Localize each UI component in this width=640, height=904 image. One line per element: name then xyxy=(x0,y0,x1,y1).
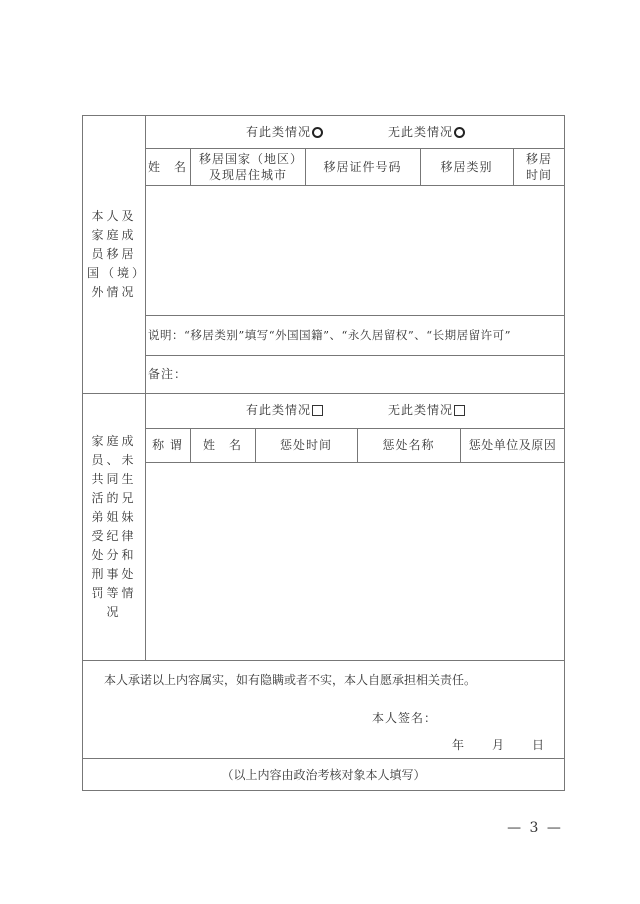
signature-input[interactable] xyxy=(435,708,555,728)
header-relation: 称 谓 xyxy=(152,438,183,452)
no-case-label: 无此类情况 xyxy=(388,125,454,139)
checkbox-icon[interactable] xyxy=(454,405,465,416)
header-punish-unit: 惩处单位及原因 xyxy=(468,438,557,452)
header-punish-time: 惩处时间 xyxy=(279,438,332,452)
header-name: 姓 名 xyxy=(202,438,242,452)
header-time: 移居时间 xyxy=(525,151,552,182)
header-id-number: 移居证件号码 xyxy=(323,159,402,174)
header-name: 姓 名 xyxy=(147,159,187,174)
date-month: 月 xyxy=(492,738,506,752)
pledge-text: 本人承诺以上内容属实，如有隐瞒或者不实，本人自愿承担相关责任。 xyxy=(104,673,477,687)
remark-label: 备注： xyxy=(148,367,188,381)
section1-note: 说明：“移居类别”填写“外国国籍”、“永久居留权”、“长期居留许可” xyxy=(148,328,512,342)
page-number: — 3 — xyxy=(507,820,563,836)
no-case-label: 无此类情况 xyxy=(388,403,454,417)
has-case-option-2[interactable] xyxy=(246,398,323,422)
no-case-option-1[interactable] xyxy=(388,120,465,144)
footer-note: （以上内容由政治考核对象本人填写） xyxy=(221,767,426,782)
date-day: 日 xyxy=(532,738,546,752)
header-type: 移居类别 xyxy=(440,159,493,174)
section2-label: 家庭成员、未共同生活的兄弟姐妹受纪律处分和刑事处罚等情况 xyxy=(91,433,137,619)
has-case-label: 有此类情况 xyxy=(246,125,312,139)
header-country: 移居国家（地区）及现居住城市 xyxy=(198,151,297,182)
signature-label: 本人签名： xyxy=(372,711,438,725)
header-punish-name: 惩处名称 xyxy=(382,438,435,452)
section1-label: 本人及家庭成员移居国（境）外情况 xyxy=(86,208,141,299)
has-case-label: 有此类情况 xyxy=(246,403,312,417)
date-year: 年 xyxy=(452,738,466,752)
radio-icon[interactable] xyxy=(454,127,465,138)
checkbox-icon[interactable] xyxy=(312,405,323,416)
remark-input[interactable] xyxy=(180,360,560,388)
no-case-option-2[interactable] xyxy=(388,398,465,422)
radio-icon[interactable] xyxy=(312,127,323,138)
has-case-option-1[interactable] xyxy=(246,120,323,144)
